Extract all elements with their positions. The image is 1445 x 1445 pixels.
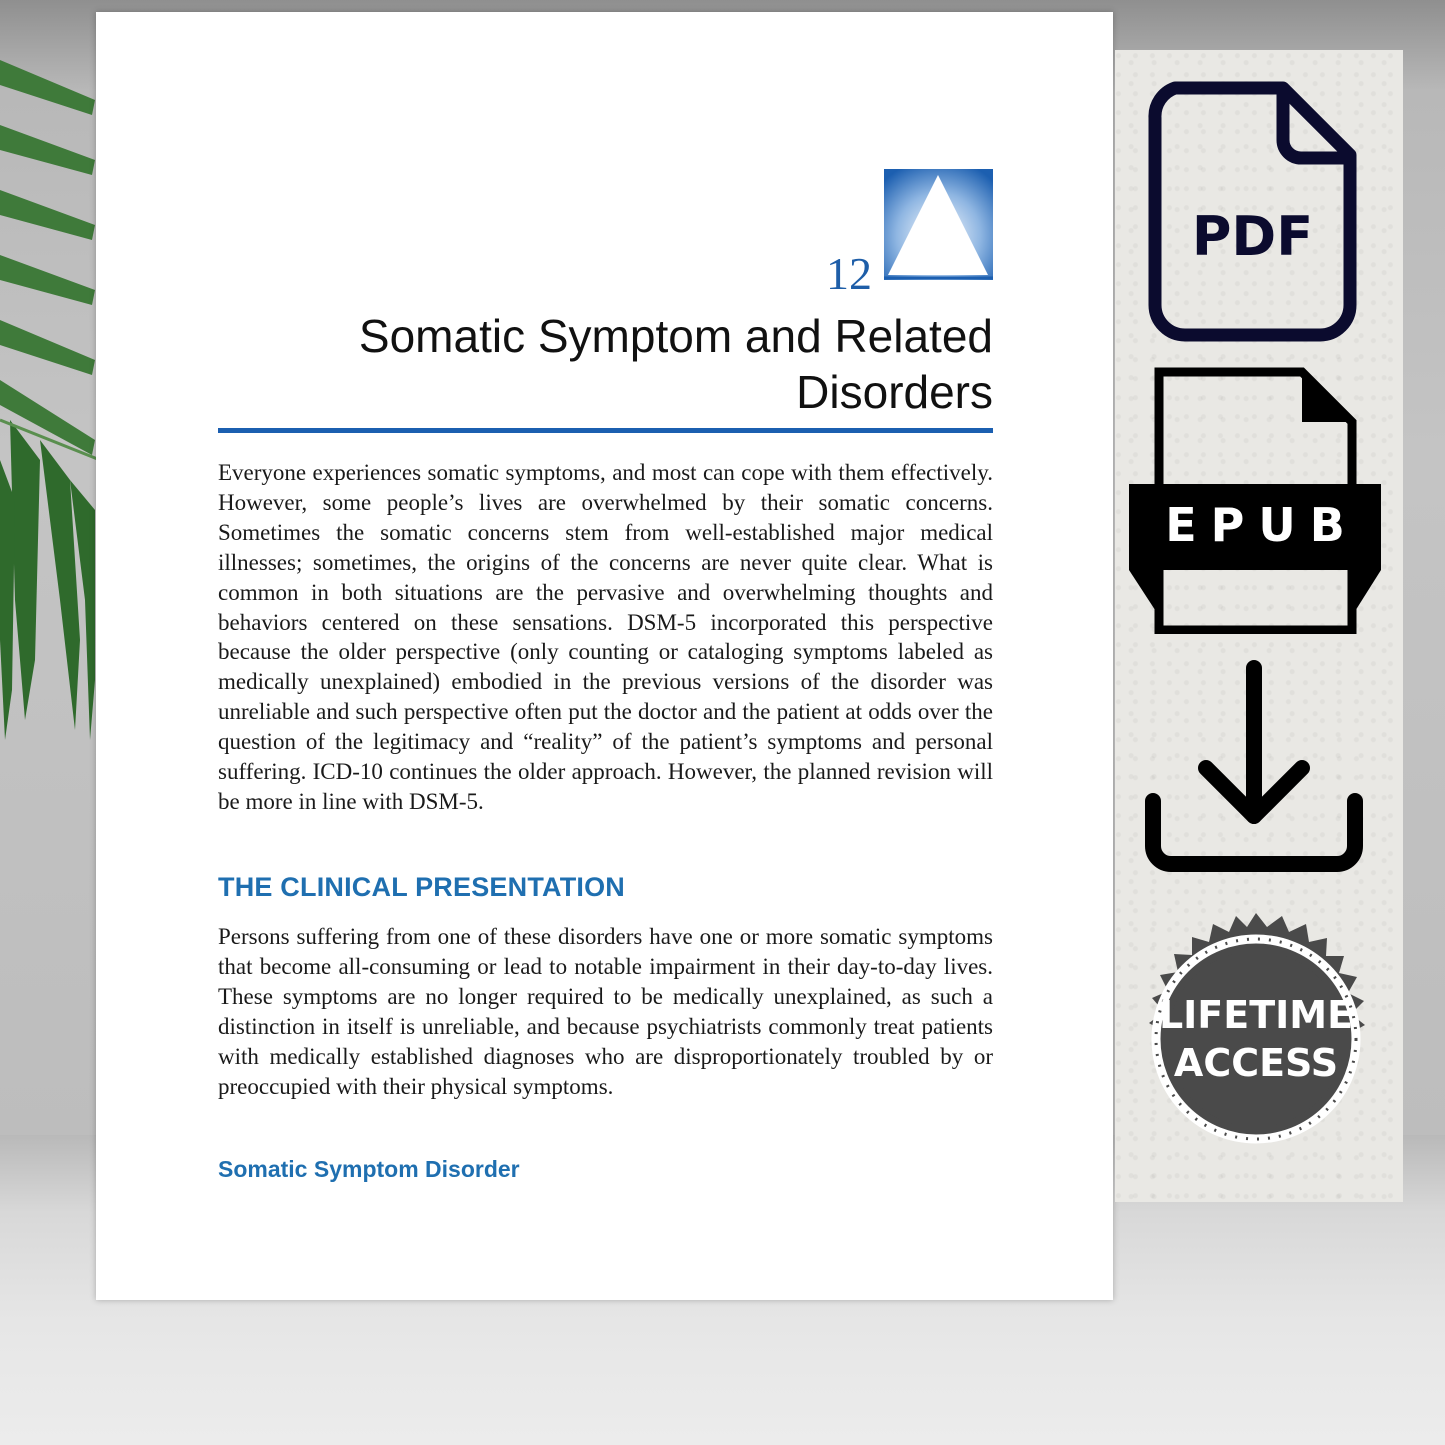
chapter-title-line2: Disorders (796, 366, 993, 418)
chapter-number: 12 (826, 248, 872, 299)
download-icon (1143, 656, 1365, 878)
intro-paragraph: Everyone experiences somatic symptoms, and most can cope with them effectively. However, some people’s lives are overwhelmed by their somatic concerns. Sometimes the somatic concerns stem from well-established major medical illnesses; sometimes, the origins of the concerns are never quite clear. What is common in both situations are the pervasive and overwhelming thoughts and behaviors centered on these sensations. DSM-5 incorporated this perspective because the older perspective (only counting or cataloging symptoms labeled as medically unexplained) embodied in the previous versions of the disorder was unreliable and such perspective often put the doctor and the patient at odds over the question of the legitimacy and “reality” of the patient’s symptoms and personal suffering. ICD-10 continues the older approach. However, the planned revision will be more in line with DSM-5. (218, 460, 993, 814)
palm-leaf-decoration (0, 40, 100, 760)
pdf-file-icon (1145, 80, 1360, 342)
epub-file-icon (1127, 366, 1383, 634)
book-page (96, 12, 1113, 1300)
badge-line2: ACCESS (1173, 1041, 1339, 1085)
chapter-title-line1: Somatic Symptom and Related (358, 310, 993, 362)
subsection-heading: Somatic Symptom Disorder (218, 1156, 520, 1182)
badge-line1: LIFETIME (1158, 993, 1354, 1037)
title-divider (218, 428, 993, 433)
pdf-label: PDF (1191, 205, 1314, 268)
format-sidebar (1115, 50, 1403, 1202)
epub-label: EPUB (1165, 498, 1359, 552)
section-paragraph: Persons suffering from one of these disorders have one or more somatic symptoms that become all-consuming or lead to notable impairment in their day-to-day lives. These symptoms are no longer required to be medically unexplained, as such a distinction in itself is unreliable, and because psychiatrists commonly treat patients with medically established diagnoses who are disproportionately troubled by or preoccupied with their physical symptoms. (218, 924, 993, 1099)
section-heading: THE CLINICAL PRESENTATION (218, 872, 626, 902)
badge-text (1130, 991, 1382, 1087)
chapter-title (218, 308, 993, 420)
lifetime-access-badge (1130, 913, 1382, 1165)
chapter-triangle-logo (884, 169, 993, 280)
